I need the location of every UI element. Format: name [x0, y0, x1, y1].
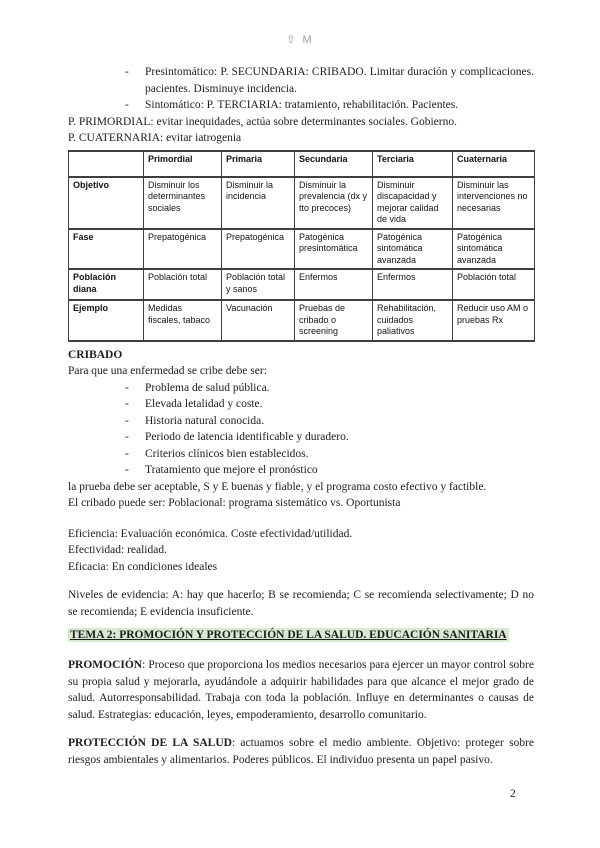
list-item	[68, 429, 534, 446]
niveles-evidencia-paragraph: Niveles de evidencia: A: hay que hacerlo; B se recomienda; C se recomienda selectivamente; D no se recomienda; E evidencia insuficiente.	[68, 589, 534, 618]
column-header: Secundaria	[295, 151, 373, 177]
list-item-text: Periodo de latencia identificable y duradero.	[145, 431, 349, 443]
table-cell: Reducir uso AM o pruebas Rx	[453, 300, 535, 341]
table-cell: Población total	[453, 269, 535, 300]
list-item-text: Sintomático: P. TERCIARIA: tratamiento, rehabilitación. Pacientes.	[145, 99, 459, 111]
table-cell: Patogénica sintomática avanzada	[373, 229, 453, 270]
table-cell: Pruebas de cribado o screening	[295, 300, 373, 341]
list-item-text: Tratamiento que mejore el pronóstico	[145, 464, 318, 476]
row-label: Población diana	[69, 269, 144, 300]
cribado-list	[68, 380, 534, 479]
page-number: 2	[510, 788, 516, 800]
tema2-heading-highlight: TEMA 2: PROMOCIÓN Y PROTECCIÓN DE LA SALUD. EDUCACIÓN SANITARIA	[70, 629, 507, 641]
list-item	[68, 380, 534, 397]
list-item	[68, 97, 534, 114]
column-header: Primordial	[144, 151, 222, 177]
prueba-line: la prueba debe ser aceptable, S y E buenas y fiable, y el programa costo efectivo y factible.	[68, 480, 487, 493]
column-header	[69, 151, 144, 177]
proteccion-text: : actuamos sobre el medio ambiente. Objetivo: proteger sobre riesgos ambientales y alimentarios. Poderes públicos. El individuo presenta un papel pasivo.	[68, 737, 535, 766]
table-row	[69, 300, 535, 341]
list-item	[68, 396, 534, 413]
table-header-row	[69, 151, 535, 177]
bullet-dash: -	[125, 398, 129, 410]
spacer	[68, 575, 534, 587]
cribado-intro: Para que una enfermedad se cribe debe ser:	[68, 365, 267, 377]
intro-list	[68, 64, 534, 114]
promocion-text: : Proceso que proporciona los medios necesarios para ejercer un mayor control sobre su propia salud y mejorarla, ayudándole a adquirir habilidades para que alcance el mejor grado de salud. Autorresponsabilidad. Trabaja con toda la población. Influye en determinantes o causas de salud. Estrategias: educación, leyes, empoderamiento, desarrollo comunitario.	[68, 659, 534, 721]
table-row	[69, 177, 535, 229]
page-content	[68, 64, 534, 768]
table-cell: Población total y sanos	[222, 269, 295, 300]
table-cell: Patogénica sintomática avanzada	[453, 229, 535, 270]
efectividad-line: Efectividad: realidad.	[68, 544, 167, 556]
table-cell: Disminuir las intervenciones no necesarias	[453, 177, 535, 229]
table-cell: Vacunación	[222, 300, 295, 341]
table-cell: Disminuir discapacidad y mejorar calidad de vida	[373, 177, 453, 229]
column-header: Primaria	[222, 151, 295, 177]
bullet-dash: -	[125, 414, 129, 427]
table-cell: Disminuir la incidencia	[222, 177, 295, 229]
list-item	[68, 462, 534, 479]
promocion-lead: PROMOCIÓN	[68, 659, 143, 671]
bullet-dash: -	[125, 99, 129, 111]
header-watermark: ⇧ M	[286, 34, 314, 46]
list-item	[68, 413, 534, 430]
table-row	[69, 229, 535, 270]
proteccion-paragraph	[68, 735, 534, 768]
primordial-line: P. PRIMORDIAL: evitar inequidades, actúa sobre determinantes sociales. Gobierno.	[68, 115, 457, 128]
cuaternaria-line: P. CUATERNARIA: evitar iatrogenia	[68, 132, 242, 144]
list-item-text: Criterios clínicos bien establecidos.	[145, 447, 309, 460]
table-cell: Prepatogénica	[222, 229, 295, 270]
bullet-dash: -	[125, 431, 129, 443]
table-cell: Disminuir los determinantes sociales	[144, 177, 222, 229]
list-item	[68, 64, 534, 97]
row-label: Ejemplo	[69, 300, 144, 341]
column-header: Terciaria	[373, 151, 453, 177]
list-item-text: Elevada letalidad y coste.	[145, 398, 263, 410]
table-row	[69, 269, 535, 300]
tema2-heading	[68, 628, 534, 643]
cribado-tipos-line: El cribado puede ser: Poblacional: programa sistemático vs. Oportunista	[68, 497, 401, 509]
cribado-heading: CRIBADO	[68, 348, 123, 361]
column-header: Cuaternaria	[453, 151, 535, 177]
prevention-table	[68, 150, 535, 342]
promocion-paragraph	[68, 657, 534, 723]
table-cell: Rehabilitación, cuidados paliativos	[373, 300, 453, 341]
table-cell: Enfermos	[295, 269, 373, 300]
row-label: Objetivo	[69, 177, 144, 229]
list-item-text: Problema de salud pública.	[145, 381, 270, 394]
bullet-dash: -	[125, 464, 129, 476]
row-label: Fase	[69, 229, 144, 270]
list-item	[68, 446, 534, 463]
bullet-dash: -	[125, 66, 129, 78]
eficiencia-line: Eficiencia: Evaluación económica. Coste efectividad/utilidad.	[68, 527, 353, 540]
bullet-dash: -	[125, 381, 129, 394]
table-cell: Población total	[144, 269, 222, 300]
table-cell: Disminuir la prevalencia (dx y tto precoces)	[295, 177, 373, 229]
table-cell: Patogénica presintomática	[295, 229, 373, 270]
eficacia-line: Eficacia: En condiciones ideales	[68, 560, 218, 573]
table-cell: Prepatogénica	[144, 229, 222, 270]
spacer	[68, 512, 534, 526]
proteccion-lead: PROTECCIÓN DE LA SALUD	[68, 737, 232, 749]
list-item-text: Historia natural conocida.	[145, 414, 265, 427]
list-item-text: Presintomático: P. SECUNDARIA: CRIBADO. Limitar duración y complicaciones. pacientes. Disminuye incidencia.	[145, 66, 534, 95]
table-cell: Enfermos	[373, 269, 453, 300]
table-cell: Medidas fiscales, tabaco	[144, 300, 222, 341]
bullet-dash: -	[125, 447, 129, 460]
